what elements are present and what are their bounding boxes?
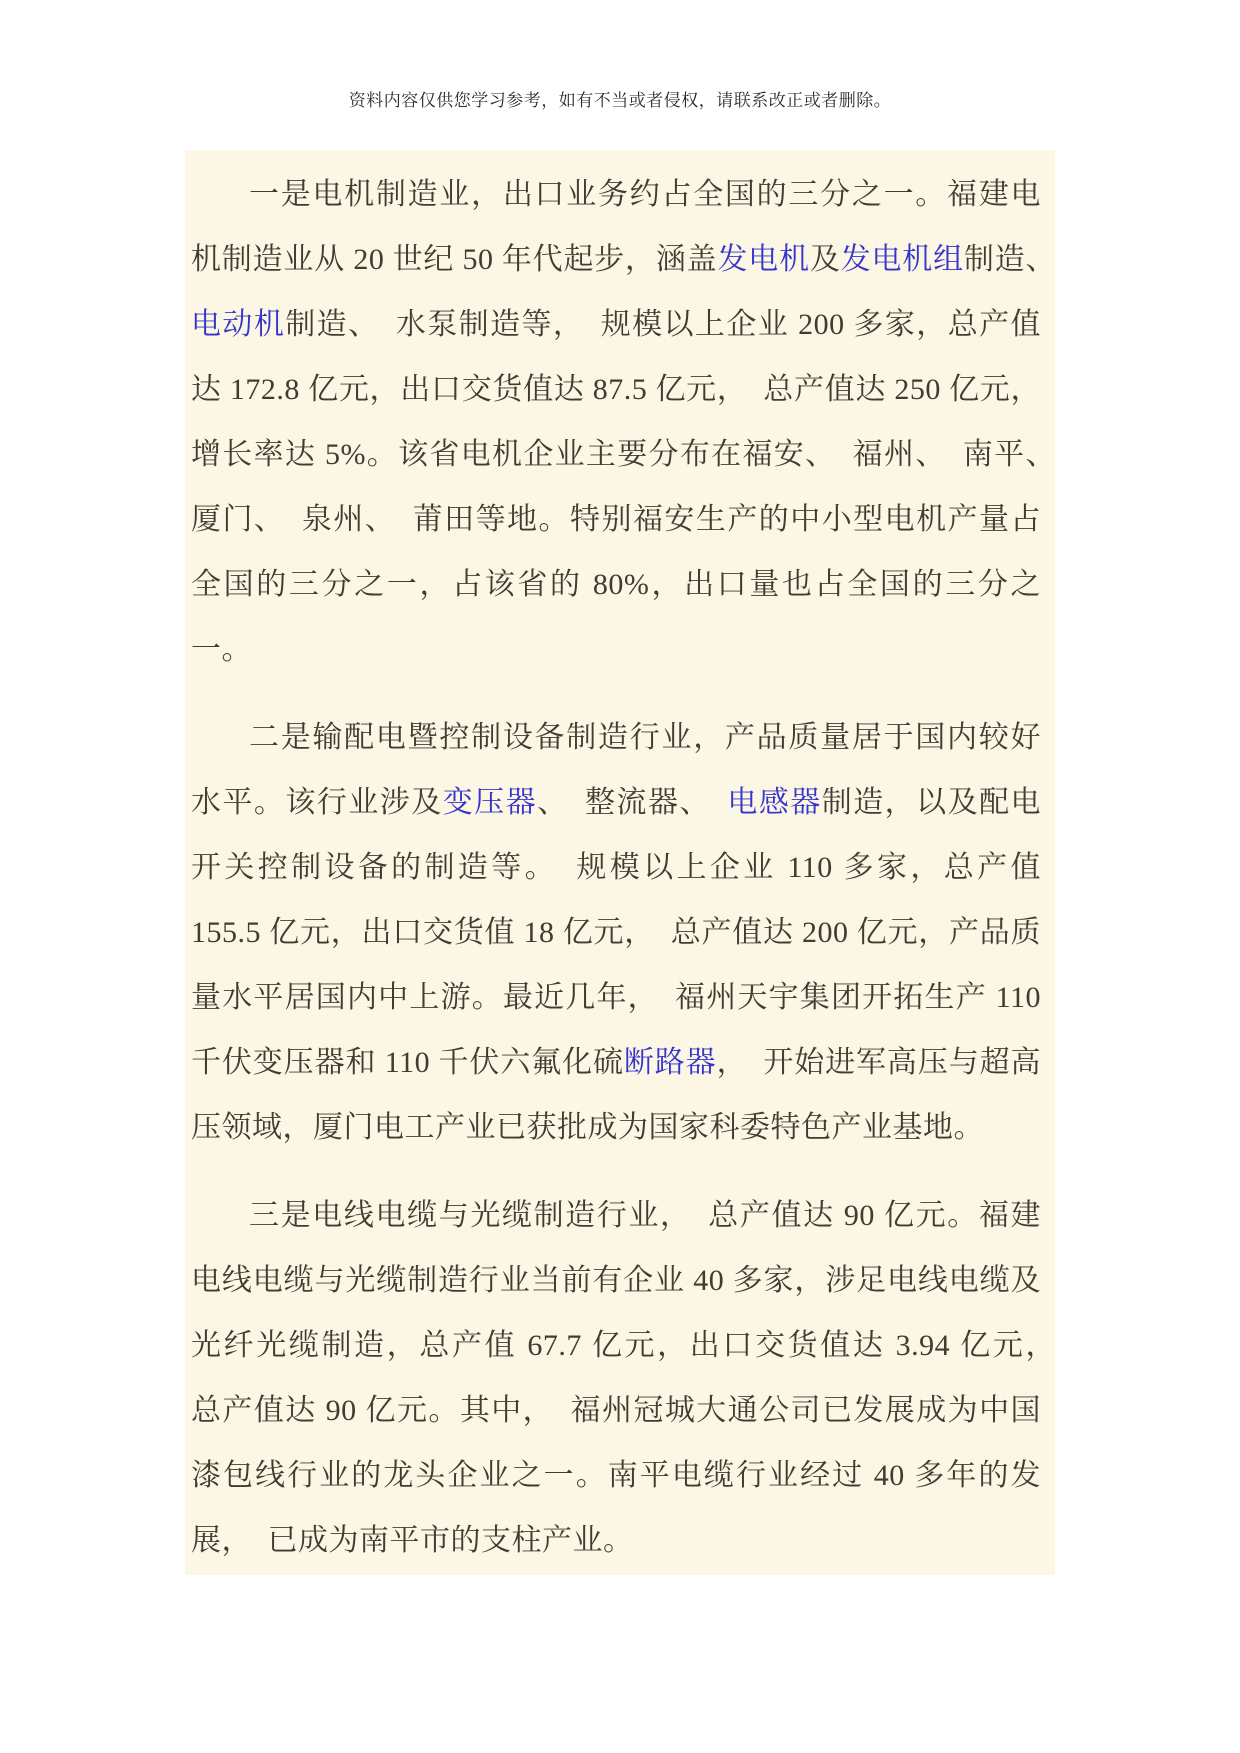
paragraph-text: 制造、 xyxy=(963,243,1072,276)
paragraph-text: 制造、 水泵制造等， 规模以上企业 200 多家，总产值达 172.8 亿元，出口交货值达 87.5 亿元， 总产值达 250 亿元，增长率达 5%。该省电机企业主要分布在福安、 福州、 南平、 厦门、 泉州、 莆田等地。特别福安生产的中小型电机产量占全国的三分之一，占该省的 80%，出口量也占全国的三分之一。 xyxy=(191,308,1072,666)
inline-link[interactable]: 发电机 xyxy=(717,243,810,276)
paragraph-1 xyxy=(191,162,1072,682)
paragraph-3 xyxy=(191,1183,1072,1573)
paragraph-text: 三是电线电缆与光缆制造行业， 总产值达 90 亿元。福建电线电缆与光缆制造行业当前有企业 40 多家，涉足电线电缆及光纤光缆制造，总产值 67.7 亿元，出口交货值达 3.94 亿元， 总产值达 90 亿元。其中， 福州冠城大通公司已发展成为中国漆包线行业的龙头企业之一。南平电缆行业经过 40 多年的发展， 已成为南平市的支柱产业。 xyxy=(191,1199,1072,1557)
inline-link[interactable]: 发电机组 xyxy=(840,243,964,276)
inline-link[interactable]: 变压器 xyxy=(442,786,538,819)
paragraph-text: 及 xyxy=(809,243,841,276)
inline-link[interactable]: 断路器 xyxy=(623,1046,717,1079)
paragraph-text: 一是电机制造业，出口业务约占全国的三分之一。福建电机制造业从 20 世纪 50 年代起步，涵盖 xyxy=(191,178,1041,276)
inline-link[interactable]: 电感器 xyxy=(727,786,822,819)
paragraph-text: ， 开始进军高压与超高压领域，厦门电工产业已获批成为国家科委特色产业基地。 xyxy=(191,1046,1042,1144)
paragraph-text: 制造，以及配电开关控制设备的制造等。 规模以上企业 110 多家，总产值 155.5 亿元，出口交货值 18 亿元， 总产值达 200 亿元，产品质量水平居国内中上游。最近几年， 福州天宇集团开拓生产 110 千伏变压器和 110 千伏六氟化硫 xyxy=(191,786,1042,1079)
disclaimer-text: 资料内容仅供您学习参考，如有不当或者侵权，请联系改正或者删除。 xyxy=(348,91,892,110)
paragraph-2 xyxy=(191,705,1041,1160)
document-body xyxy=(185,150,1072,1575)
inline-link[interactable]: 电动机 xyxy=(191,308,286,341)
paragraph-text: 二是输配电暨控制设备制造行业，产品质量居于国内较好水平。该行业涉及 xyxy=(191,721,1041,819)
paragraph-text: 、 整流器、 xyxy=(537,786,728,819)
